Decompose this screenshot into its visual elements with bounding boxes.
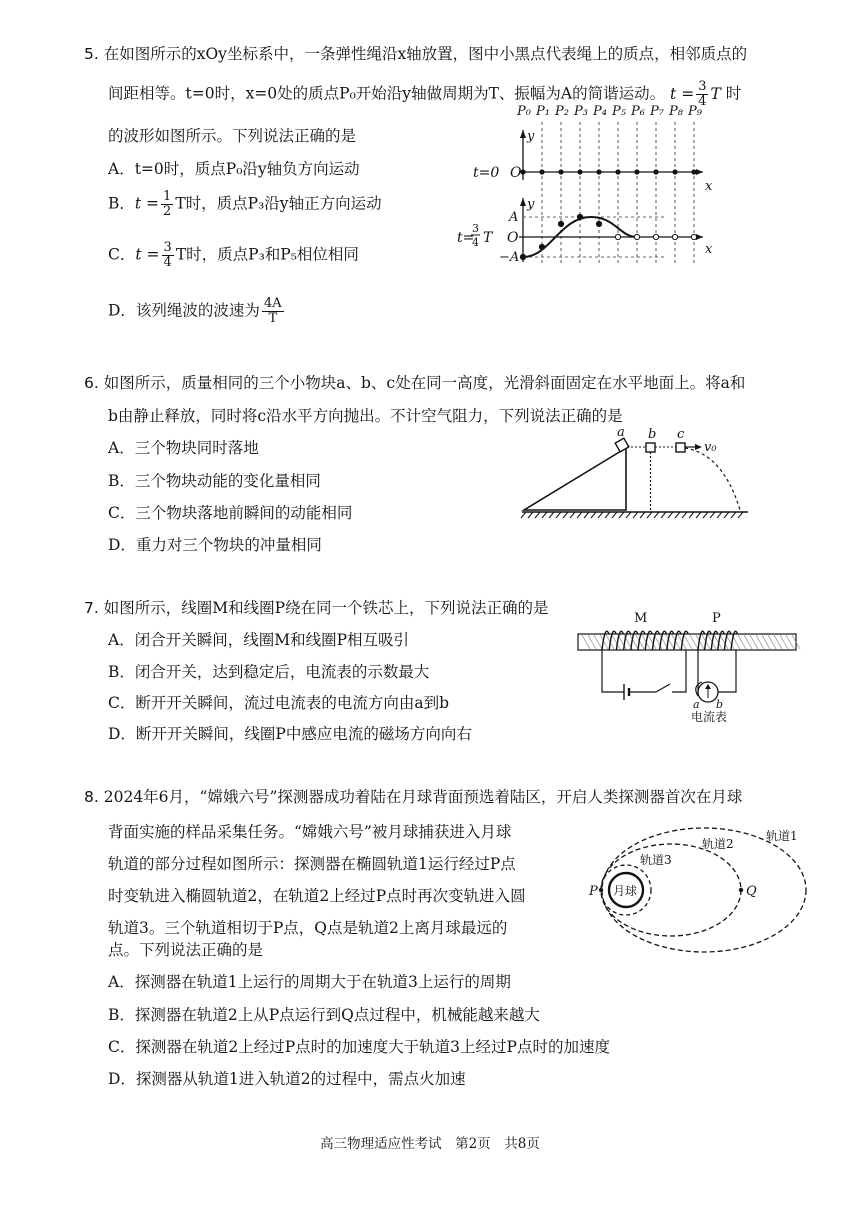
q6-option-c[interactable]: C．三个物块落地前瞬间的动能相同 xyxy=(108,504,353,522)
q5-particle-t1 xyxy=(520,254,525,259)
q8-point-p xyxy=(599,888,603,892)
q5-time-label: t = $\frac{3}{4}$ T xyxy=(670,79,721,109)
q7-number: 7. xyxy=(84,599,99,617)
svg-text:x: x xyxy=(705,242,713,257)
q5-particle-t1 xyxy=(539,244,544,249)
q8-stem-3: 轨道的部分过程如图所示：探测器在椭圆轨道1运行经过P点 xyxy=(108,855,516,873)
q8-stem-2: 背面实施的样品采集任务。“嫦娥六号”被月球捕获进入月球 xyxy=(108,823,512,841)
q5-label-t0: t=0 xyxy=(473,165,500,181)
svg-text:T: T xyxy=(483,230,493,246)
svg-text:c: c xyxy=(677,427,685,442)
q8-stem-6: 点。下列说法正确的是 xyxy=(108,941,264,959)
q8-option-c[interactable]: C．探测器在轨道2上经过P点时的加速度大于轨道3上经过P点时的加速度 xyxy=(108,1038,610,1056)
svg-text:电流表: 电流表 xyxy=(691,710,728,724)
q7-stem-1: 如图所示，线圈M和线圈P绕在同一个铁芯上，下列说法正确的是 xyxy=(103,599,549,617)
q5-particle-t0 xyxy=(577,169,582,174)
arrow-up-icon xyxy=(520,198,526,206)
svg-text:a: a xyxy=(693,698,700,711)
q7-coil-figure xyxy=(574,604,804,724)
q5-particle-t1 xyxy=(653,234,658,239)
q7-switch[interactable] xyxy=(656,684,670,692)
q6-option-d[interactable]: D．重力对三个物块的冲量相同 xyxy=(108,536,322,554)
q5-line-1 xyxy=(84,42,747,64)
q5-label-t1: t= xyxy=(457,230,475,246)
q5-point-label: P₁ xyxy=(536,104,550,119)
q5-point-label: P₀ xyxy=(517,104,531,119)
q6-incline-figure xyxy=(518,424,758,522)
svg-text:P: P xyxy=(712,611,721,626)
svg-text:a: a xyxy=(617,425,625,440)
svg-text:y: y xyxy=(527,197,535,212)
q5-point-label: P₄ xyxy=(593,104,607,119)
svg-text:轨道3: 轨道3 xyxy=(640,853,672,867)
q5-option-a[interactable]: A．t=0时，质点P₀沿y轴负方向运动 xyxy=(108,160,360,178)
q5-option-c[interactable]: C．t = $\frac{3}{4}$ T时，质点P₃和P₅相位相同 xyxy=(108,240,359,270)
svg-text:轨道1: 轨道1 xyxy=(766,829,798,843)
q5-point-label: P₈ xyxy=(669,104,683,119)
q8-orbit-figure xyxy=(558,818,813,968)
q5-point-label: P₅ xyxy=(612,104,626,119)
q7-option-c[interactable]: C．断开开关瞬间，流过电流表的电流方向由a到b xyxy=(108,694,450,712)
q5-particle-t1 xyxy=(558,221,563,226)
arrow-right-icon xyxy=(695,444,702,450)
svg-text:x: x xyxy=(705,179,713,194)
q5-particle-t1 xyxy=(691,234,696,239)
q7-option-d[interactable]: D．断开开关瞬间，线圈P中感应电流的磁场方向向右 xyxy=(108,725,472,743)
svg-text:O: O xyxy=(510,165,522,181)
q8-point-q xyxy=(739,888,743,892)
q5-stem-2: 间距相等。t=0时，x=0处的质点P₀开始沿y轴做周期为T、振幅为A的简谐运动。 xyxy=(108,84,666,103)
q8-option-b[interactable]: B．探测器在轨道2上从P点运行到Q点过程中，机械能越来越大 xyxy=(108,1006,540,1024)
svg-text:v₀: v₀ xyxy=(704,440,717,455)
svg-text:A: A xyxy=(509,210,519,225)
q5-particle-t0 xyxy=(596,169,601,174)
q6-line-1 xyxy=(84,371,745,393)
q8-number: 8. xyxy=(84,788,99,806)
q5-stem-3: 的波形如图所示。下列说法正确的是 xyxy=(108,127,357,145)
q5-particle-t1 xyxy=(634,234,639,239)
svg-text:P: P xyxy=(589,884,598,899)
q8-option-a[interactable]: A．探测器在轨道1上运行的周期大于在轨道3上运行的周期 xyxy=(108,973,511,991)
q8-option-d[interactable]: D．探测器从轨道1进入轨道2的过程中，需点火加速 xyxy=(108,1070,466,1088)
svg-text:b: b xyxy=(716,698,724,711)
q6-number: 6. xyxy=(84,374,99,392)
q8-stem-1: 2024年6月，“嫦娥六号”探测器成功着陆在月球背面预选着陆区，开启人类探测器首次在月球 xyxy=(103,788,743,806)
q5-particle-t0 xyxy=(615,169,620,174)
arrow-right-icon xyxy=(696,169,703,175)
q8-line-1 xyxy=(84,785,742,807)
svg-text:Q: Q xyxy=(746,884,757,899)
q5-point-label: P₃ xyxy=(574,104,588,119)
q6-stem-2: b由静止释放，同时将c沿水平方向抛出。不计空气阻力，下列说法正确的是 xyxy=(108,407,623,425)
q5-stem-1: 在如图所示的xOy坐标系中，一条弹性绳沿x轴放置，图中小黑点代表绳上的质点，相邻质点的 xyxy=(103,45,748,63)
arrow-up-icon xyxy=(520,130,526,138)
svg-text:3: 3 xyxy=(472,222,479,235)
q6-option-b[interactable]: B．三个物块动能的变化量相同 xyxy=(108,472,321,490)
q5-particle-t0 xyxy=(653,169,658,174)
svg-text:M: M xyxy=(634,611,648,626)
q5-particle-t0 xyxy=(539,169,544,174)
q5-point-label: P₇ xyxy=(650,104,664,119)
q6-incline xyxy=(524,448,626,510)
q6-block-c xyxy=(676,443,685,452)
svg-text:−A: −A xyxy=(499,250,520,265)
svg-text:y: y xyxy=(527,129,535,144)
svg-text:4: 4 xyxy=(472,236,479,249)
q5-option-d[interactable]: D．该列绳波的波速为 $\frac{4A}{T}$ xyxy=(108,296,282,326)
q7-line-1 xyxy=(84,596,549,618)
q5-particle-t0 xyxy=(558,169,563,174)
q5-particle-t0 xyxy=(672,169,677,174)
q6-option-a[interactable]: A．三个物块同时落地 xyxy=(108,439,259,457)
q5-particle-t1 xyxy=(596,221,601,226)
q5-wave-figure xyxy=(455,100,735,275)
q5-point-label: P₂ xyxy=(555,104,569,119)
q5-number: 5. xyxy=(84,45,99,63)
q5-point-label: P₆ xyxy=(631,104,645,119)
q5-particle-t1 xyxy=(615,234,620,239)
svg-text:轨道2: 轨道2 xyxy=(702,837,734,851)
svg-text:月球: 月球 xyxy=(613,884,638,898)
q5-particle-t0 xyxy=(691,169,696,174)
q5-particle-t1 xyxy=(672,234,677,239)
q7-option-b[interactable]: B．闭合开关，达到稳定后，电流表的示数最大 xyxy=(108,663,430,681)
q5-particle-t0 xyxy=(634,169,639,174)
svg-text:b: b xyxy=(648,427,657,442)
q8-stem-5: 轨道3。三个轨道相切于P点，Q点是轨道2上离月球最远的 xyxy=(108,919,508,937)
svg-text:O: O xyxy=(507,230,519,246)
page-footer: 高三物理适应性考试 第2页 共8页 xyxy=(320,1136,540,1152)
q7-option-a[interactable]: A．闭合开关瞬间，线圈M和线圈P相互吸引 xyxy=(108,631,409,649)
q8-stem-4: 时变轨进入椭圆轨道2，在轨道2上经过P点时再次变轨进入圆 xyxy=(108,887,526,905)
q5-option-b[interactable]: B．t = $\frac{1}{2}$ T时，质点P₃沿y轴正方向运动 xyxy=(108,189,382,219)
q6-block-b xyxy=(646,443,655,452)
q5-stem-2b: 时 xyxy=(725,84,742,103)
q5-particle-t1 xyxy=(577,214,582,219)
q6-stem-1: 如图所示，质量相同的三个小物块a、b、c处在同一高度，光滑斜面固定在水平地面上。将a和 xyxy=(103,374,746,392)
q5-point-label: P₉ xyxy=(688,104,702,119)
q6-projectile-path xyxy=(685,448,740,510)
